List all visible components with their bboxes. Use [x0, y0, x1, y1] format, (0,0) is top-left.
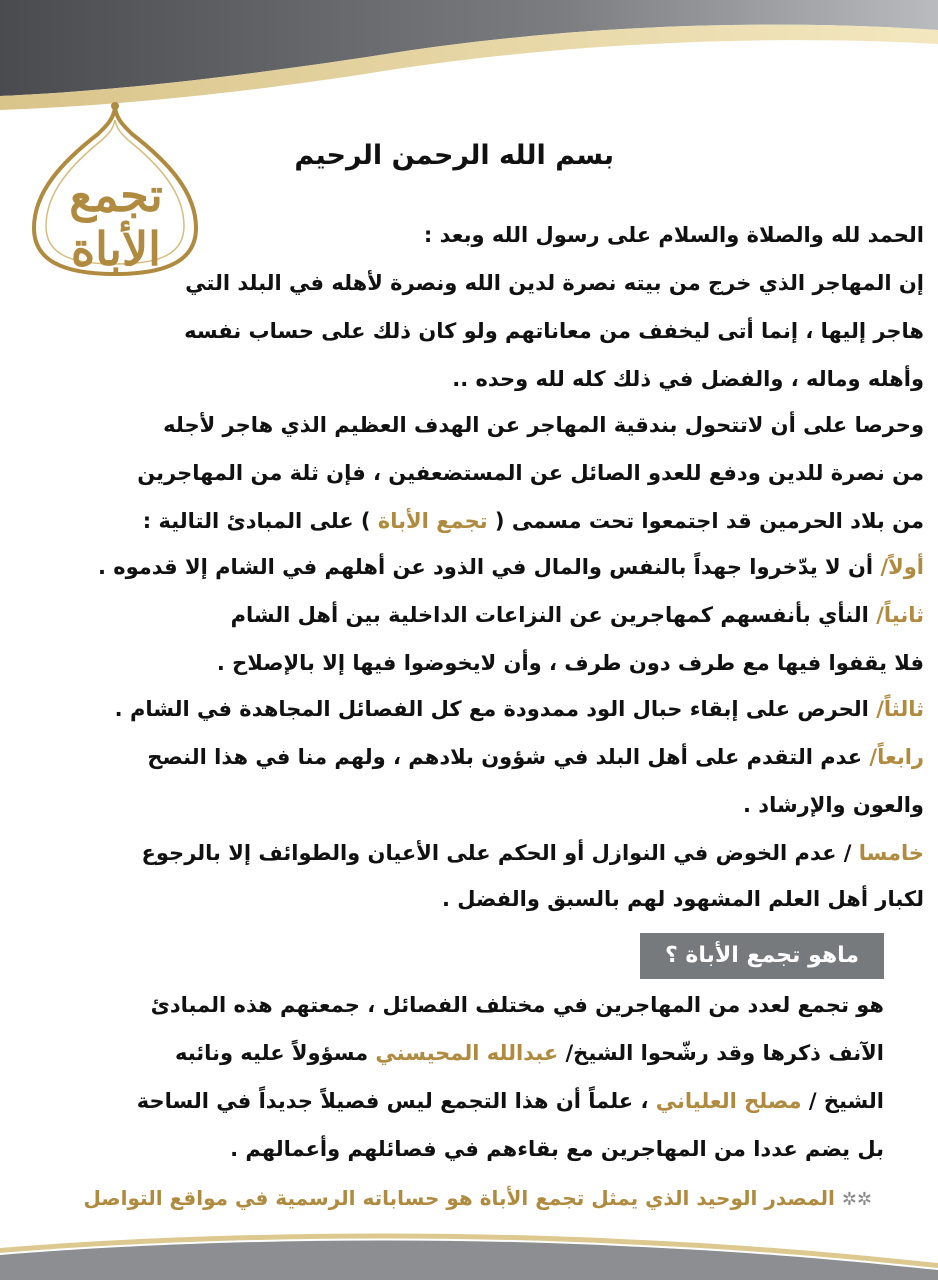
principle-second	[231, 600, 924, 630]
principle-text: أن لا يدّخروا جهداً بالنفس والمال في الذود عن أهلهم في الشام إلا قدموه .	[97, 555, 874, 579]
principle-fourth	[147, 742, 924, 772]
section-line	[175, 1038, 884, 1068]
paragraph-line: هاجر إليها ، إنما أتى ليخفف من معاناتهم ولو كان ذلك على حساب نفسه	[184, 319, 924, 343]
principle-label: رابعاً/	[869, 745, 924, 769]
principle-text: النأي بأنفسهم كمهاجرين عن النزاعات الداخلية بين أهل الشام	[230, 603, 869, 627]
paragraph-line: من نصرة للدين ودفع للعدو الصائل عن المستضعفين ، فإن ثلة من المهاجرين	[137, 461, 924, 485]
principle-fifth-cont: لكبار أهل العلم المشهود لهم بالسبق والفضل .	[441, 887, 924, 911]
name-highlight: عبدالله المحيسني	[375, 1041, 559, 1065]
section-heading: ماهو تجمع الأباة ؟	[640, 933, 884, 979]
section-line: بل يضم عددا من المهاجرين مع بقاءهم في فصائلهم وأعمالهم .	[230, 1137, 884, 1161]
principle-text: عدم التقدم على أهل البلد في شؤون بلادهم ، ولهم منا في هذا النصح	[147, 745, 863, 769]
principle-fourth-cont: والعون والإرشاد .	[743, 793, 924, 817]
section-line	[137, 1086, 884, 1116]
paragraph-line: وأهله وماله ، والفضل في ذلك كله لله وحده ..	[452, 367, 924, 391]
paragraph-line	[143, 506, 924, 536]
principle-label: أولاً/	[880, 555, 924, 579]
principle-first	[98, 552, 924, 582]
principle-fifth	[142, 838, 924, 868]
principle-label: ثانياً/	[876, 603, 924, 627]
footer-note	[83, 1183, 872, 1215]
text-segment: الآنف ذكرها وقد رشّحوا الشيخ/	[565, 1041, 884, 1065]
principle-label: ثالثاً/	[876, 697, 924, 721]
principle-label: خامسا	[858, 841, 924, 865]
name-highlight: مصلح العلياني	[655, 1089, 802, 1113]
text-segment: من بلاد الحرمين قد اجتمعوا تحت مسمى (	[494, 509, 924, 533]
principle-text: الحرص على إبقاء حبال الود ممدودة مع كل الفصائل المجاهدة في الشام .	[114, 697, 869, 721]
principle-text: / عدم الخوض في النوازل أو الحكم على الأعيان والطوائف إلا بالرجوع	[141, 841, 852, 865]
text-segment: الشيخ /	[808, 1089, 884, 1113]
paragraph-line: الحمد لله والصلاة والسلام على رسول الله وبعد :	[423, 223, 924, 247]
paragraph-line: وحرصا على أن لاتتحول بندقية المهاجر عن الهدف العظيم الذي هاجر لأجله	[163, 413, 924, 437]
text-segment: ، علماً أن هذا التجمع ليس فصيلاً جديداً في الساحة	[136, 1089, 649, 1113]
footer-text: المصدر الوحيد الذي يمثل تجمع الأباة هو حساباته الرسمية في مواقع التواصل	[83, 1186, 835, 1210]
page-title: بسم الله الرحمن الرحيم	[294, 140, 614, 171]
paragraph-line: إن المهاجر الذي خرج من بيته نصرة لدين الله ونصرة لأهله في البلد التي	[185, 271, 924, 295]
principle-third	[115, 694, 924, 724]
text-segment: مسؤولاً عليه ونائبه	[174, 1041, 369, 1065]
section-line: هو تجمع لعدد من المهاجرين في مختلف الفصائل ، جمعتهم هذه المبادئ	[150, 993, 884, 1017]
asterisk-icon: ✲✲	[841, 1189, 872, 1210]
principle-second-cont: فلا يقفوا فيها مع طرف دون طرف ، وأن لايخوضوا فيها إلا بالإصلاح .	[216, 651, 924, 675]
text-segment: ) على المبادئ التالية :	[142, 509, 371, 533]
group-name-highlight: تجمع الأباة	[377, 509, 488, 533]
logo-text: تجمع الأباة	[69, 168, 163, 276]
